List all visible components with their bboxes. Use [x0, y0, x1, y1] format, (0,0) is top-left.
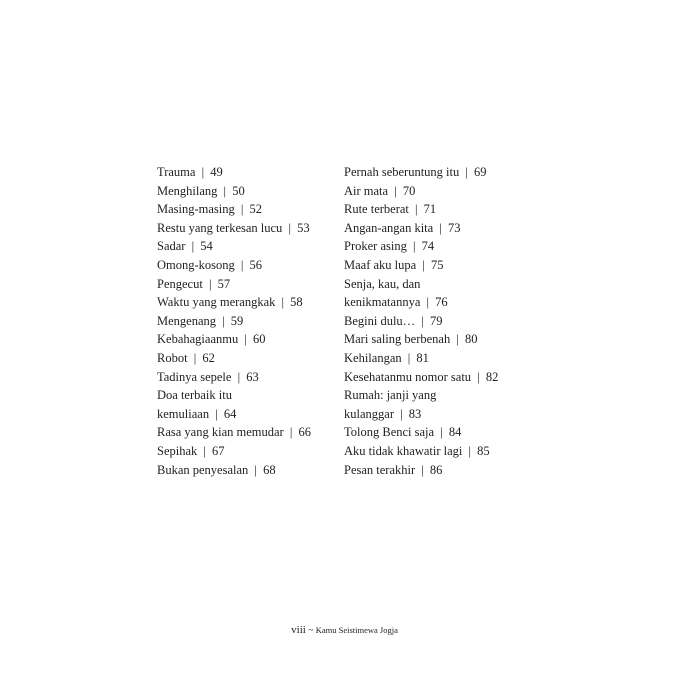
toc-entry-separator: |: [421, 313, 424, 328]
toc-entry-title: Doa terbaik itu: [157, 388, 232, 403]
toc-entry-title: Kebahagiaanmu: [157, 332, 239, 347]
toc-entry-separator: |: [223, 183, 227, 198]
toc-entry: [157, 386, 337, 405]
toc-entry-title: Pernah seberuntung itu: [344, 165, 460, 179]
toc-entry-title: Bukan penyesalan: [157, 462, 249, 477]
toc-entry-separator: |: [468, 443, 472, 458]
footer-separator: ~: [308, 626, 314, 636]
toc-entry-page: 80: [464, 332, 478, 347]
toc-entry-separator: |: [281, 295, 285, 310]
toc-entry: [344, 237, 544, 256]
toc-entry-title: Omong-kosong: [157, 257, 235, 272]
toc-entry-title: Aku tidak khawatir lagi: [344, 443, 463, 458]
toc-entry-page: 73: [447, 220, 461, 235]
toc-entry-title: Pesan terakhir: [344, 462, 416, 477]
toc-entry-separator: |: [208, 276, 212, 291]
toc-entry: [157, 405, 337, 424]
toc-entry-title: Mengenang: [157, 313, 217, 328]
toc-entry: [344, 200, 544, 219]
toc-entry-page: 68: [263, 462, 276, 477]
toc-entry: [157, 368, 337, 387]
toc-right-column: [344, 163, 544, 479]
toc-entry-title: Sepihak: [157, 443, 198, 458]
toc-left-column: [157, 163, 337, 479]
toc-entry-separator: |: [215, 406, 218, 421]
toc-entry-title: Trauma: [157, 165, 196, 179]
toc-entry: [157, 349, 337, 368]
toc-entry-page: 66: [298, 425, 311, 440]
toc-entry-page: 49: [210, 165, 223, 179]
toc-entry-title: Rute terberat: [344, 202, 409, 217]
toc-entry: [344, 163, 544, 182]
toc-entry-title: Robot: [157, 350, 188, 365]
toc-entry-title: Tadinya sepele: [157, 369, 232, 384]
toc-entry-page: 71: [423, 202, 437, 217]
toc-entry: [344, 312, 544, 331]
toc-entry-title: Waktu yang merangkak: [157, 295, 276, 310]
toc-entry-page: 59: [230, 313, 244, 328]
toc-entry: [157, 423, 337, 442]
toc-entry-page: 84: [448, 425, 462, 440]
toc-entry-page: 85: [477, 443, 490, 458]
toc-entry-separator: |: [193, 350, 197, 365]
toc-entry-page: 82: [485, 369, 499, 384]
toc-entry-page: 76: [435, 295, 448, 310]
toc-entry-title: Air mata: [344, 183, 389, 198]
toc-entry: [344, 293, 544, 312]
toc-entry-separator: |: [426, 295, 430, 310]
toc-entry-title: kulanggar: [344, 406, 394, 421]
toc-entry: [157, 293, 337, 312]
toc-entry-separator: |: [222, 313, 225, 328]
toc-entry: [157, 237, 337, 256]
toc-entry-separator: |: [240, 257, 244, 272]
toc-entry-separator: |: [244, 332, 247, 347]
toc-entry: [157, 442, 337, 461]
toc-entry-page: 54: [200, 239, 213, 254]
toc-entry-title: Menghilang: [157, 183, 218, 198]
toc-entry-title: Angan-angan kita: [344, 220, 434, 235]
toc-entry-page: 86: [429, 462, 443, 477]
toc-entry: [157, 461, 337, 480]
toc-entry-title: Maaf aku lupa: [344, 257, 417, 272]
toc-entry-separator: |: [465, 165, 468, 179]
toc-entry: [344, 275, 544, 294]
toc-entry: [344, 423, 544, 442]
toc-entry-title: Pengecut: [157, 276, 203, 291]
toc-entry: [157, 163, 337, 182]
toc-entry-page: 50: [232, 183, 245, 198]
toc-entry: [344, 219, 544, 238]
toc-entry-separator: |: [400, 406, 403, 421]
toc-entry-separator: |: [412, 239, 416, 254]
toc-entry-separator: |: [477, 369, 480, 384]
toc-entry-title: Kehilangan: [344, 350, 402, 365]
toc-entry: [157, 312, 337, 331]
toc-entry-page: 75: [430, 257, 444, 272]
toc-entry-separator: |: [240, 202, 244, 217]
toc-entry-page: 58: [290, 295, 303, 310]
page-footer: [0, 624, 689, 636]
toc-entry-title: Begini dulu…: [344, 313, 416, 328]
toc-entry-title: Senja, kau, dan: [344, 276, 421, 291]
book-title: Kamu Seistimewa Jogja: [315, 625, 398, 635]
toc-entry-separator: |: [439, 220, 442, 235]
toc-entry-page: 70: [402, 183, 416, 198]
toc-entry: [157, 219, 337, 238]
toc-entry-separator: |: [191, 239, 195, 254]
toc-entry: [344, 349, 544, 368]
toc-entry-page: 62: [202, 350, 215, 365]
toc-entry-title: Mari saling berbenah: [344, 332, 451, 347]
toc-entry: [344, 182, 544, 201]
toc-entry: [344, 330, 544, 349]
toc-entry-page: 60: [252, 332, 266, 347]
toc-entry-title: Rumah: janji yang: [344, 388, 437, 403]
toc-entry-page: 79: [429, 313, 443, 328]
toc-entry-separator: |: [440, 425, 443, 440]
toc-entry-page: 63: [246, 369, 259, 384]
toc-entry: [344, 442, 544, 461]
page-number: viii: [291, 624, 306, 636]
toc-entry-separator: |: [288, 220, 291, 235]
toc-entry-page: 69: [474, 165, 487, 179]
toc-entry-title: Tolong Benci saja: [344, 425, 435, 440]
toc-entry-title: Rasa yang kian memudar: [157, 425, 284, 440]
toc-entry: [344, 256, 544, 275]
toc-entry-separator: |: [289, 425, 293, 440]
toc-entry: [344, 405, 544, 424]
toc-entry: [344, 461, 544, 480]
toc-entry-page: 81: [416, 350, 429, 365]
toc-entry: [157, 182, 337, 201]
toc-entry-title: Restu yang terkesan lucu: [157, 220, 283, 235]
toc-entry-separator: |: [407, 350, 411, 365]
toc-entry-page: 53: [297, 220, 310, 235]
toc-entry-separator: |: [422, 257, 425, 272]
toc-entry-title: kenikmatannya: [344, 295, 421, 310]
toc-entry: [344, 386, 544, 405]
toc-entry-title: Masing-masing: [157, 202, 235, 217]
toc-entry: [157, 330, 337, 349]
toc-entry-page: 52: [249, 202, 263, 217]
toc-entry-title: Proker asing: [344, 239, 407, 254]
toc-entry-page: 74: [421, 239, 435, 254]
toc-entry-separator: |: [394, 183, 397, 198]
toc-entry-separator: |: [201, 165, 205, 179]
toc-entry-separator: |: [254, 462, 257, 477]
toc-entry-page: 56: [249, 257, 263, 272]
toc-entry-page: 67: [212, 443, 225, 458]
toc-entry-page: 57: [217, 276, 231, 291]
toc-entry-title: Sadar: [157, 239, 186, 254]
toc-entry-title: kemuliaan: [157, 406, 210, 421]
toc-entry-separator: |: [237, 369, 241, 384]
toc-entry-separator: |: [203, 443, 206, 458]
toc-entry-page: 83: [408, 406, 422, 421]
toc-entry-separator: |: [415, 202, 418, 217]
toc-entry: [157, 200, 337, 219]
toc-entry: [344, 368, 544, 387]
toc-entry-separator: |: [421, 462, 424, 477]
toc-entry-separator: |: [456, 332, 459, 347]
toc-entry: [157, 256, 337, 275]
toc-entry-page: 64: [223, 406, 237, 421]
toc-entry-title: Kesehatanmu nomor satu: [344, 369, 472, 384]
toc-entry: [157, 275, 337, 294]
